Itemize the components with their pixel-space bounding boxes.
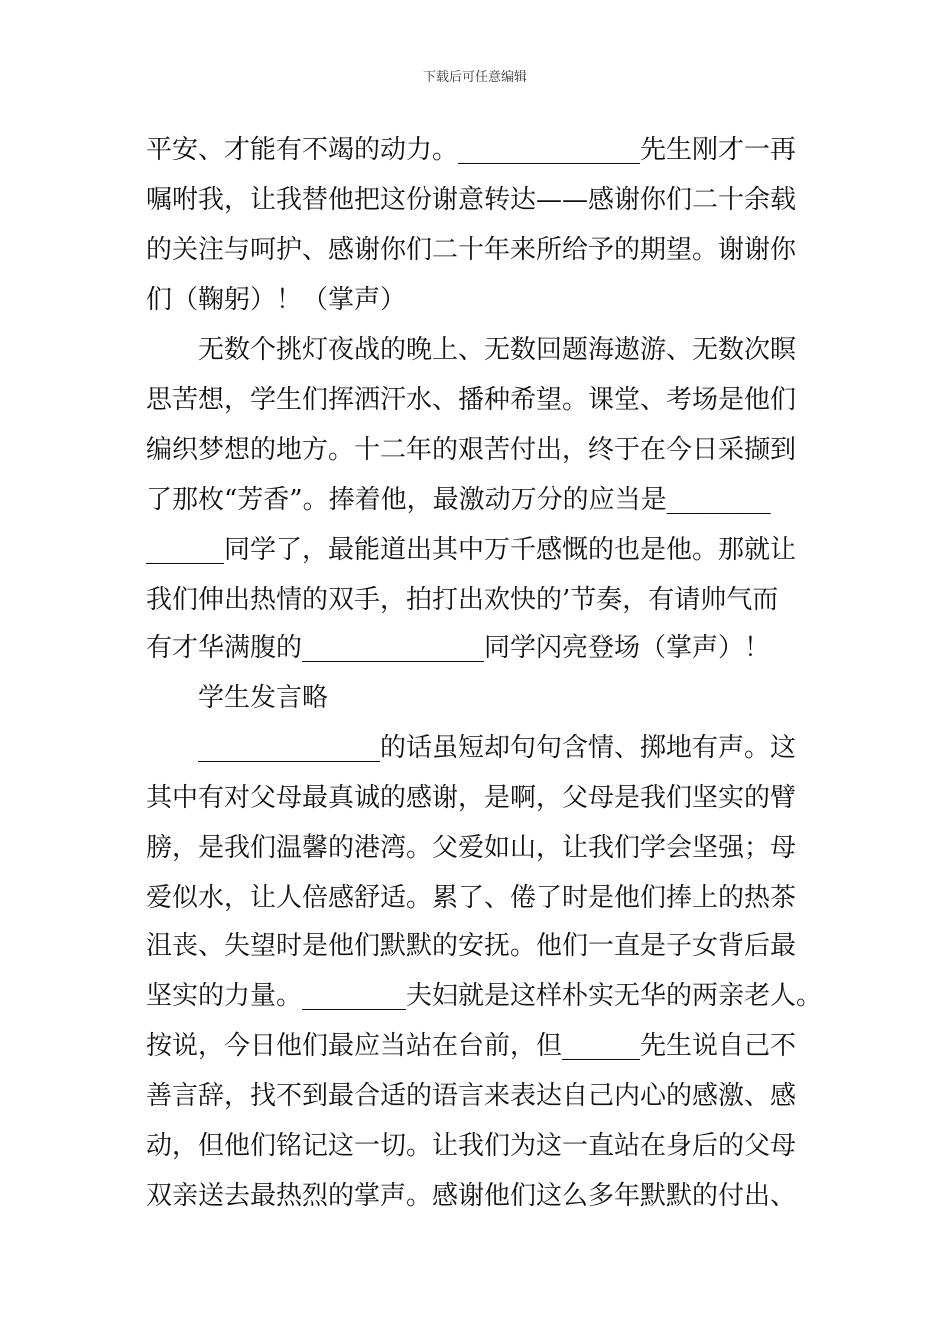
text-line-19: 按说，今日他们最应当站在台前，但______先生说自己不	[146, 1031, 797, 1061]
text-line-22: 双亲送去最热烈的掌声。感谢他们这么多年默默的付出、	[146, 1181, 797, 1211]
text-line-3: 的关注与呵护、感谢你们二十年来所给予的期望。谢谢你	[146, 235, 797, 265]
page-header: 下载后可任意编辑	[422, 70, 527, 85]
text-line-2: 嘱咐我，让我替他把这份谢意转达——感谢你们二十余载	[146, 185, 797, 215]
text-line-21: 动，但他们铭记这一切。让我们为这一直站在身后的父母	[146, 1131, 797, 1161]
text-line-4: 们（鞠躬）！（掌声）	[146, 285, 407, 315]
text-line-15: 膀，是我们温馨的港湾。父爱如山，让我们学会坚强；母	[146, 833, 797, 863]
paragraph-2-first-line: 无数个挑灯夜战的晚上、无数回题海遨游、无数次瞑	[198, 335, 797, 365]
text-line-14: 其中有对父母最真诚的感谢，是啊，父母是我们坚实的臂	[146, 783, 797, 813]
text-line-17: 沮丧、失望时是他们默默的安抚。他们一直是子女背后最	[146, 931, 797, 961]
paragraph-4-first-line: ______________的话虽短却句句含情、掷地有声。这	[198, 733, 797, 763]
text-line-9: ______同学了，最能道出其中万千感慨的也是他。那就让	[146, 535, 797, 565]
text-line-18: 坚实的力量。________夫妇就是这样朴实无华的两亲老人。	[146, 981, 823, 1011]
text-line-8: 了那枚“芳香”。捧着他，最激动万分的应当是________	[146, 485, 771, 515]
text-line-20: 善言辞，找不到最合适的语言来表达自己内心的感激、感	[146, 1081, 797, 1111]
text-line-11: 有才华满腹的______________同学闪亮登场（掌声）！	[146, 633, 771, 663]
text-line-1: 平安、才能有不竭的动力。______________先生刚才一再	[146, 135, 797, 165]
text-line-6: 思苦想，学生们挥洒汗水、播种希望。课堂、考场是他们	[146, 385, 797, 415]
text-line-16: 爱似水，让人倍感舒适。累了、倦了时是他们捧上的热茶	[146, 883, 797, 913]
text-line-7: 编织梦想的地方。十二年的艰苦付出，终于在今日采撷到	[146, 435, 797, 465]
text-line-10: 我们伸出热情的双手，拍打出欢快的’节奏，有请帅气而	[146, 585, 779, 615]
paragraph-3-line: 学生发言略	[198, 683, 329, 713]
